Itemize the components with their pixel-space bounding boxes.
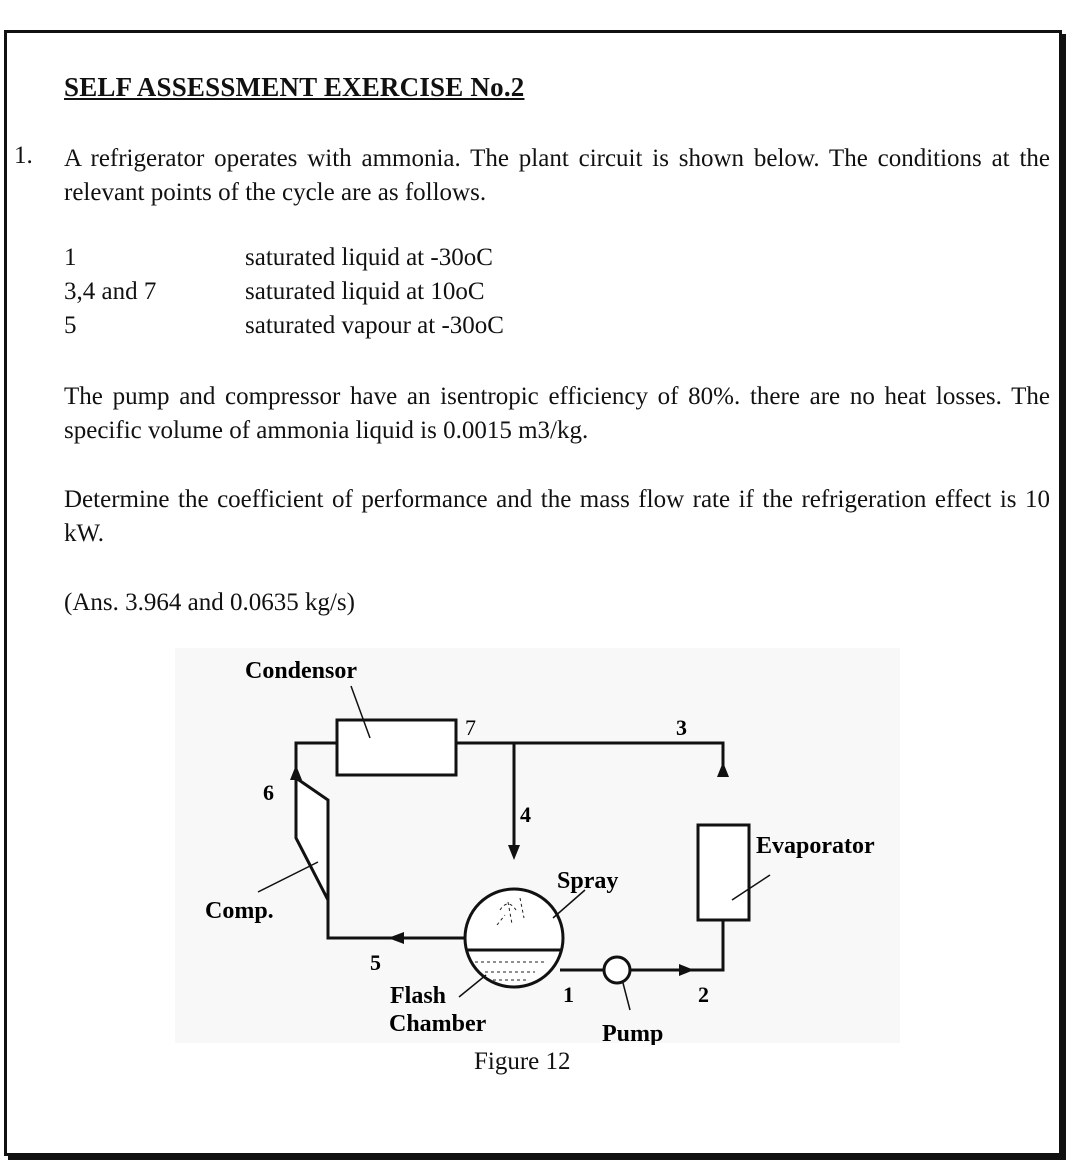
spray-label: Spray: [557, 868, 619, 894]
point-3-label: 3: [676, 715, 687, 740]
pump-label: Pump: [602, 1021, 664, 1045]
evaporator-box: [698, 825, 749, 920]
answer-text: (Ans. 3.964 and 0.0635 kg/s): [64, 589, 355, 616]
point-7-label: 7: [465, 715, 476, 740]
chamber-label: Chamber: [389, 1011, 487, 1037]
condition-state-3: saturated vapour at -30oC: [245, 312, 504, 339]
point-4-label: 4: [520, 802, 531, 827]
intro-paragraph: A refrigerator operates with ammonia. The plant circuit is shown below. The conditions at the relevant points of the cycle are as follows.: [64, 145, 1050, 206]
figure-caption: Figure 12: [474, 1048, 571, 1075]
point-6-label: 6: [263, 780, 274, 805]
task-paragraph: Determine the coefficient of performance and the mass flow rate if the refrigeration effect is 10 kW.: [64, 486, 1050, 547]
question-number: 1.: [14, 142, 33, 169]
condensor-label: Condensor: [245, 658, 358, 684]
exercise-title: SELF ASSESSMENT EXERCISE No.2: [64, 72, 525, 102]
evaporator-label: Evaporator: [756, 833, 875, 859]
point-1-label: 1: [563, 982, 574, 1007]
condition-points-3: 5: [64, 312, 77, 339]
refrigeration-circuit-diagram: [175, 640, 905, 1045]
point-5-label: 5: [370, 950, 381, 975]
flash-chamber-vessel: [465, 889, 563, 987]
condition-state-1: saturated liquid at -30oC: [245, 244, 493, 271]
comp-label: Comp.: [205, 898, 274, 924]
condition-points-2: 3,4 and 7: [64, 278, 157, 305]
pump-circle: [604, 957, 630, 983]
efficiency-paragraph: The pump and compressor have an isentropic efficiency of 80%. there are no heat losses. The specific volume of ammonia liquid is 0.0015 m3/kg.: [64, 383, 1050, 444]
point-2-label: 2: [698, 982, 709, 1007]
flash-label: Flash: [390, 983, 447, 1009]
condition-state-2: saturated liquid at 10oC: [245, 278, 485, 305]
condensor-box: [337, 720, 456, 775]
condition-points-1: 1: [64, 244, 77, 271]
